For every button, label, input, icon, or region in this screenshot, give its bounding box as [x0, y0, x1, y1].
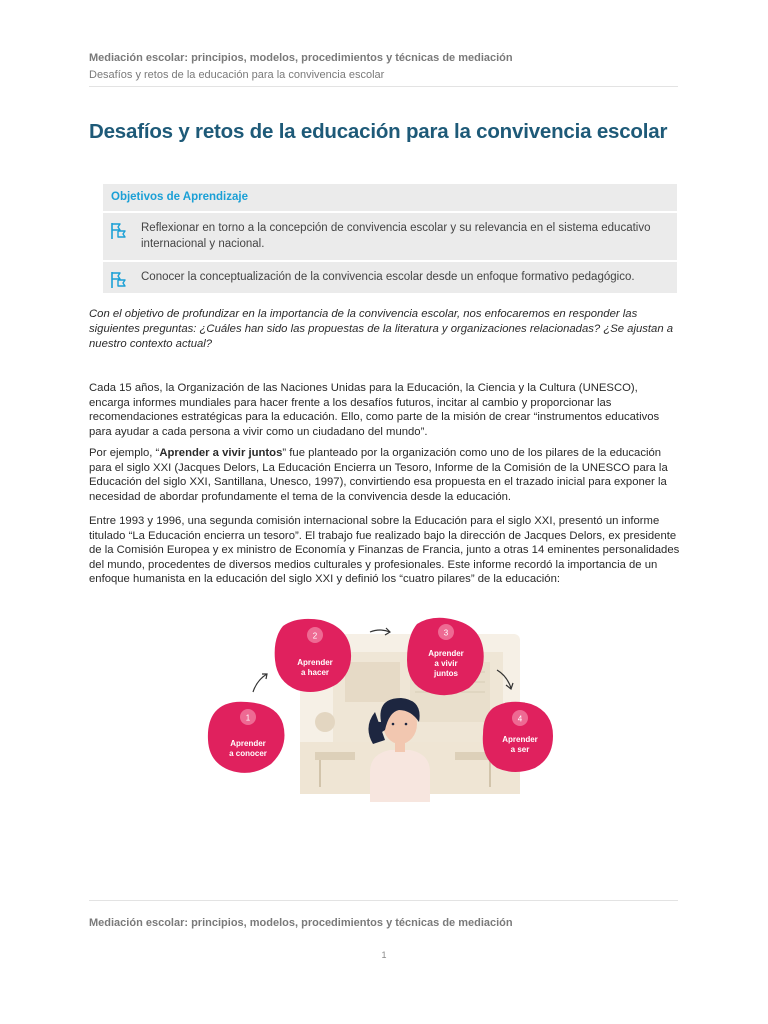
pillar-label: a conocer — [229, 749, 267, 758]
pillar-number: 3 — [443, 628, 449, 638]
pillar-aprender-a-hacer — [275, 619, 351, 692]
pillar-aprender-a-vivir-juntos — [407, 618, 484, 695]
header-section-title: Desafíos y retos de la educación para la convivencia escolar — [89, 69, 385, 81]
pillar-label: a hacer — [300, 668, 330, 677]
pillar-label: Aprender — [428, 649, 464, 658]
header-course-title: Mediación escolar: principios, modelos, procedimientos y técnicas de mediación — [89, 52, 513, 64]
pillar-label: a vivir — [434, 659, 458, 668]
pillar-label: a ser — [510, 745, 530, 754]
intro-questions: Con el objetivo de profundizar en la importancia de la convivencia escolar, nos enfocaremos en responder las siguientes preguntas: ¿Cuáles han sido las propuestas de la literatura y organizaciones relacionadas? ¿Se ajustan a nuestro contexto actual? — [89, 308, 674, 350]
objective-item — [103, 213, 677, 260]
four-pillars-illustration — [205, 612, 555, 802]
flag-objective-icon — [103, 262, 135, 293]
arrow-icon — [370, 628, 390, 635]
paragraph-unesco: Cada 15 años, la Organización de las Naciones Unidas para la Educación, la Ciencia y la Cultura (UNESCO), encarga informes mundiales para hacer frente a los desafíos futuros, incitar al cambio y proporcionar las recomendaciones estratégicas para la educación. Ello, como parte de la misión de crear “instrumentos educativos para ayudar a cada persona a vivir como un ciudadano del mundo”. — [89, 382, 660, 438]
learning-objectives-box — [103, 184, 677, 293]
pillar-number: 2 — [312, 631, 318, 641]
pillar-aprender-a-conocer — [208, 702, 285, 773]
paragraph-delors-report: Entre 1993 y 1996, una segunda comisión internacional sobre la Educación para el siglo XXI, presentó un informe titulado “La Educación encierra un tesoro”. El trabajo fue realizado bajo la dirección de Jacques Delors, ex presidente de la Comisión Europea y ex ministro de Economía y Finanzas de Francia, junto a otras 14 eminentes personalidades del mundo, procedentes de diversos medios culturales y profesionales. Este informe recordó la importancia de un enfoque humanista en la educación del siglo XXI y definió los “cuatro pilares” de la educación: — [89, 515, 680, 585]
pillar-aprender-a-ser — [483, 702, 553, 772]
header-divider — [89, 86, 678, 87]
objective-text: Reflexionar en torno a la concepción de convivencia escolar y su relevancia en el sistema educativo internacional y nacional. — [141, 222, 651, 250]
objectives-heading: Objetivos de Aprendizaje — [103, 184, 677, 211]
bold-phrase: Aprender a vivir juntos — [159, 447, 283, 459]
pillar-label: Aprender — [230, 739, 266, 748]
paragraph-text: Por ejemplo, “ — [89, 447, 160, 459]
footer-divider — [89, 900, 678, 901]
paragraph-text: ” fue planteado por la organización como uno de los pilares de la educación para el siglo XXI (Jacques Delors, La Educación Encierra un Tesoro, Informe de la Comisión de la UNESCO para la Educación del siglo XXI, Santillana, Unesco, 1997), convirtiendo esa propuesta en el trazado inicial para exponer la necesidad de abordar profundamente el tema de la convivencia desde la educación. — [89, 447, 668, 503]
objective-item — [103, 262, 677, 293]
pillar-label: Aprender — [502, 735, 538, 744]
pillar-number: 1 — [245, 713, 251, 723]
paragraph-aprender-vivir-juntos — [89, 446, 681, 504]
pillar-label: juntos — [434, 669, 458, 678]
footer-course-title: Mediación escolar: principios, modelos, procedimientos y técnicas de mediación — [89, 917, 513, 929]
pillar-label: Aprender — [297, 658, 333, 667]
arrow-icon — [253, 674, 267, 692]
objective-text: Conocer la conceptualización de la convivencia escolar desde un enfoque formativo pedagógico. — [141, 271, 635, 283]
flag-objective-icon — [103, 213, 135, 260]
page-number: 1 — [381, 950, 387, 960]
page-title: Desafíos y retos de la educación para la convivencia escolar — [89, 120, 668, 143]
pillar-number: 4 — [517, 714, 523, 724]
